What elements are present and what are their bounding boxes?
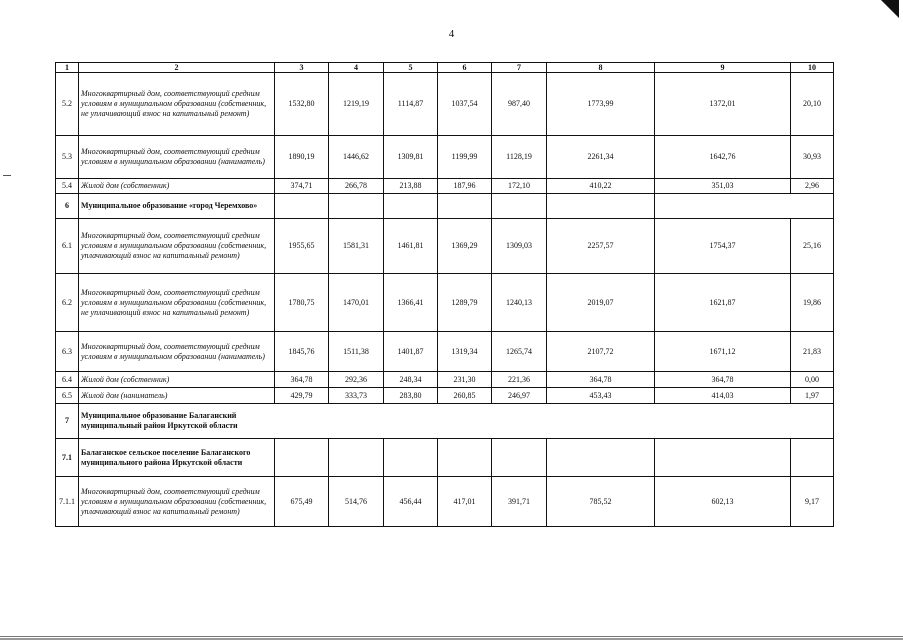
cell-value: 213,88: [384, 179, 438, 194]
cell-value: 453,43: [547, 388, 655, 404]
cell-value: 364,78: [655, 372, 791, 388]
cell-value: 1240,13: [492, 274, 547, 332]
cell-value: 260,85: [438, 388, 492, 404]
cell-value: 351,03: [655, 179, 791, 194]
empty-cell: [547, 194, 655, 219]
cell-value: 292,36: [329, 372, 384, 388]
row-description: Многоквартирный дом, соответствующий средним условиям в муниципальном образовании (наниматель): [79, 136, 275, 179]
empty-cell: [655, 439, 791, 477]
cell-value: 2257,57: [547, 219, 655, 274]
row-number: 5.3: [56, 136, 79, 179]
cell-value: 248,34: [384, 372, 438, 388]
cell-value: 1446,62: [329, 136, 384, 179]
cell-value: 374,71: [275, 179, 329, 194]
empty-cell: [492, 194, 547, 219]
cell-value: 21,83: [791, 332, 834, 372]
scan-artifact: [3, 175, 11, 176]
cell-value: 1470,01: [329, 274, 384, 332]
cell-value: 364,78: [547, 372, 655, 388]
cell-value: 1,97: [791, 388, 834, 404]
row-number: 7.1.1: [56, 477, 79, 527]
cell-value: 246,97: [492, 388, 547, 404]
row-number: 6.4: [56, 372, 79, 388]
cell-value: 1401,87: [384, 332, 438, 372]
row-number: 6.3: [56, 332, 79, 372]
cell-value: 1309,81: [384, 136, 438, 179]
empty-cell: [492, 439, 547, 477]
cell-value: 514,76: [329, 477, 384, 527]
empty-cell: [438, 194, 492, 219]
cell-value: 1219,19: [329, 73, 384, 136]
row-description: Многоквартирный дом, соответствующий средним условиям в муниципальном образовании (наниматель): [79, 332, 275, 372]
row-description: Многоквартирный дом, соответствующий средним условиям в муниципальном образовании (собственник, уплачивающий взнос на капитальный ремонт): [79, 219, 275, 274]
cell-value: 675,49: [275, 477, 329, 527]
cell-value: 19,86: [791, 274, 834, 332]
cell-value: 1671,12: [655, 332, 791, 372]
cell-value: 333,73: [329, 388, 384, 404]
cell-value: 2019,07: [547, 274, 655, 332]
table-row: [56, 388, 834, 404]
cell-value: 2107,72: [547, 332, 655, 372]
cell-value: 410,22: [547, 179, 655, 194]
table-row: [56, 136, 834, 179]
cell-value: 429,79: [275, 388, 329, 404]
row-number: 6.2: [56, 274, 79, 332]
cell-value: 187,96: [438, 179, 492, 194]
table-row: [56, 372, 834, 388]
empty-cell: [438, 439, 492, 477]
cell-value: 1890,19: [275, 136, 329, 179]
cell-value: 1319,34: [438, 332, 492, 372]
cell-value: 456,44: [384, 477, 438, 527]
row-number: 5.2: [56, 73, 79, 136]
table-row: [56, 179, 834, 194]
column-header: 2: [79, 63, 275, 73]
row-description: Многоквартирный дом, соответствующий средним условиям в муниципальном образовании (собственник, не уплачивающий взнос на капитальный ремонт): [79, 73, 275, 136]
row-description: Жилой дом (наниматель): [79, 388, 275, 404]
column-header: 3: [275, 63, 329, 73]
header-row: [56, 63, 834, 73]
column-header: 5: [384, 63, 438, 73]
cell-value: 1845,76: [275, 332, 329, 372]
page-number: 4: [448, 28, 455, 40]
empty-cell: [791, 439, 834, 477]
column-header: 4: [329, 63, 384, 73]
cell-value: 231,30: [438, 372, 492, 388]
cell-value: 221,36: [492, 372, 547, 388]
cell-value: 1199,99: [438, 136, 492, 179]
section-row: [56, 439, 834, 477]
table-row: [56, 73, 834, 136]
row-number: 6.1: [56, 219, 79, 274]
row-number: 5.4: [56, 179, 79, 194]
cell-value: 30,93: [791, 136, 834, 179]
row-description: Жилой дом (собственник): [79, 179, 275, 194]
cell-value: 1621,87: [655, 274, 791, 332]
cell-value: 1037,54: [438, 73, 492, 136]
cell-value: 1309,03: [492, 219, 547, 274]
cell-value: 364,78: [275, 372, 329, 388]
empty-cell: [655, 194, 834, 219]
empty-cell: [275, 439, 329, 477]
cell-value: 785,52: [547, 477, 655, 527]
column-header: 7: [492, 63, 547, 73]
cell-value: 1780,75: [275, 274, 329, 332]
cell-value: 25,16: [791, 219, 834, 274]
table-row: [56, 477, 834, 527]
cell-value: 1366,41: [384, 274, 438, 332]
cell-value: 1265,74: [492, 332, 547, 372]
empty-cell: [275, 194, 329, 219]
scan-corner-mark: [881, 0, 899, 18]
cell-value: 283,80: [384, 388, 438, 404]
cell-value: 417,01: [438, 477, 492, 527]
column-header: 6: [438, 63, 492, 73]
row-number: 6: [56, 194, 79, 219]
empty-cell: [384, 439, 438, 477]
row-description: Многоквартирный дом, соответствующий средним условиям в муниципальном образовании (собственник, не уплачивающий взнос на капитальный ремонт): [79, 274, 275, 332]
cell-value: 1532,80: [275, 73, 329, 136]
column-header: 1: [56, 63, 79, 73]
table-row: [56, 219, 834, 274]
empty-cell: [329, 194, 384, 219]
section-row: [56, 194, 834, 219]
cell-value: 1114,87: [384, 73, 438, 136]
table-row: [56, 332, 834, 372]
cell-value: 1511,38: [329, 332, 384, 372]
cell-value: 1372,01: [655, 73, 791, 136]
cell-value: 2,96: [791, 179, 834, 194]
cell-value: 2261,34: [547, 136, 655, 179]
cell-value: 1773,99: [547, 73, 655, 136]
section-row: [56, 404, 834, 439]
cell-value: 172,10: [492, 179, 547, 194]
cell-value: 1289,79: [438, 274, 492, 332]
cell-value: 9,17: [791, 477, 834, 527]
empty-cell: [384, 194, 438, 219]
empty-cell: [547, 439, 655, 477]
cell-value: 1581,31: [329, 219, 384, 274]
scan-edge-line: [0, 636, 903, 637]
empty-cell: [329, 439, 384, 477]
column-header: 10: [791, 63, 834, 73]
cell-value: 266,78: [329, 179, 384, 194]
column-header: 9: [655, 63, 791, 73]
column-header: 8: [547, 63, 655, 73]
row-number: 7: [56, 404, 79, 439]
row-number: 6.5: [56, 388, 79, 404]
row-description: Многоквартирный дом, соответствующий средним условиям в муниципальном образовании (собственник, уплачивающий взнос на капитальный ремонт): [79, 477, 275, 527]
cell-value: 987,40: [492, 73, 547, 136]
row-number: 7.1: [56, 439, 79, 477]
section-title: Муниципальное образование «город Черемхово»: [79, 194, 275, 219]
cell-value: 391,71: [492, 477, 547, 527]
tariff-table: [55, 62, 834, 527]
section-title: Балаганское сельское поселение Балаганского муниципального района Иркутской области: [79, 439, 275, 477]
cell-value: 1955,65: [275, 219, 329, 274]
cell-value: 0,00: [791, 372, 834, 388]
cell-value: 414,03: [655, 388, 791, 404]
cell-value: 1642,76: [655, 136, 791, 179]
cell-value: 1461,81: [384, 219, 438, 274]
cell-value: 602,13: [655, 477, 791, 527]
cell-value: 20,10: [791, 73, 834, 136]
cell-value: 1369,29: [438, 219, 492, 274]
table-row: [56, 274, 834, 332]
row-description: Жилой дом (собственник): [79, 372, 275, 388]
cell-value: 1128,19: [492, 136, 547, 179]
cell-value: 1754,37: [655, 219, 791, 274]
section-title: Муниципальное образование Балаганский муниципальный район Иркутской области: [79, 404, 834, 439]
